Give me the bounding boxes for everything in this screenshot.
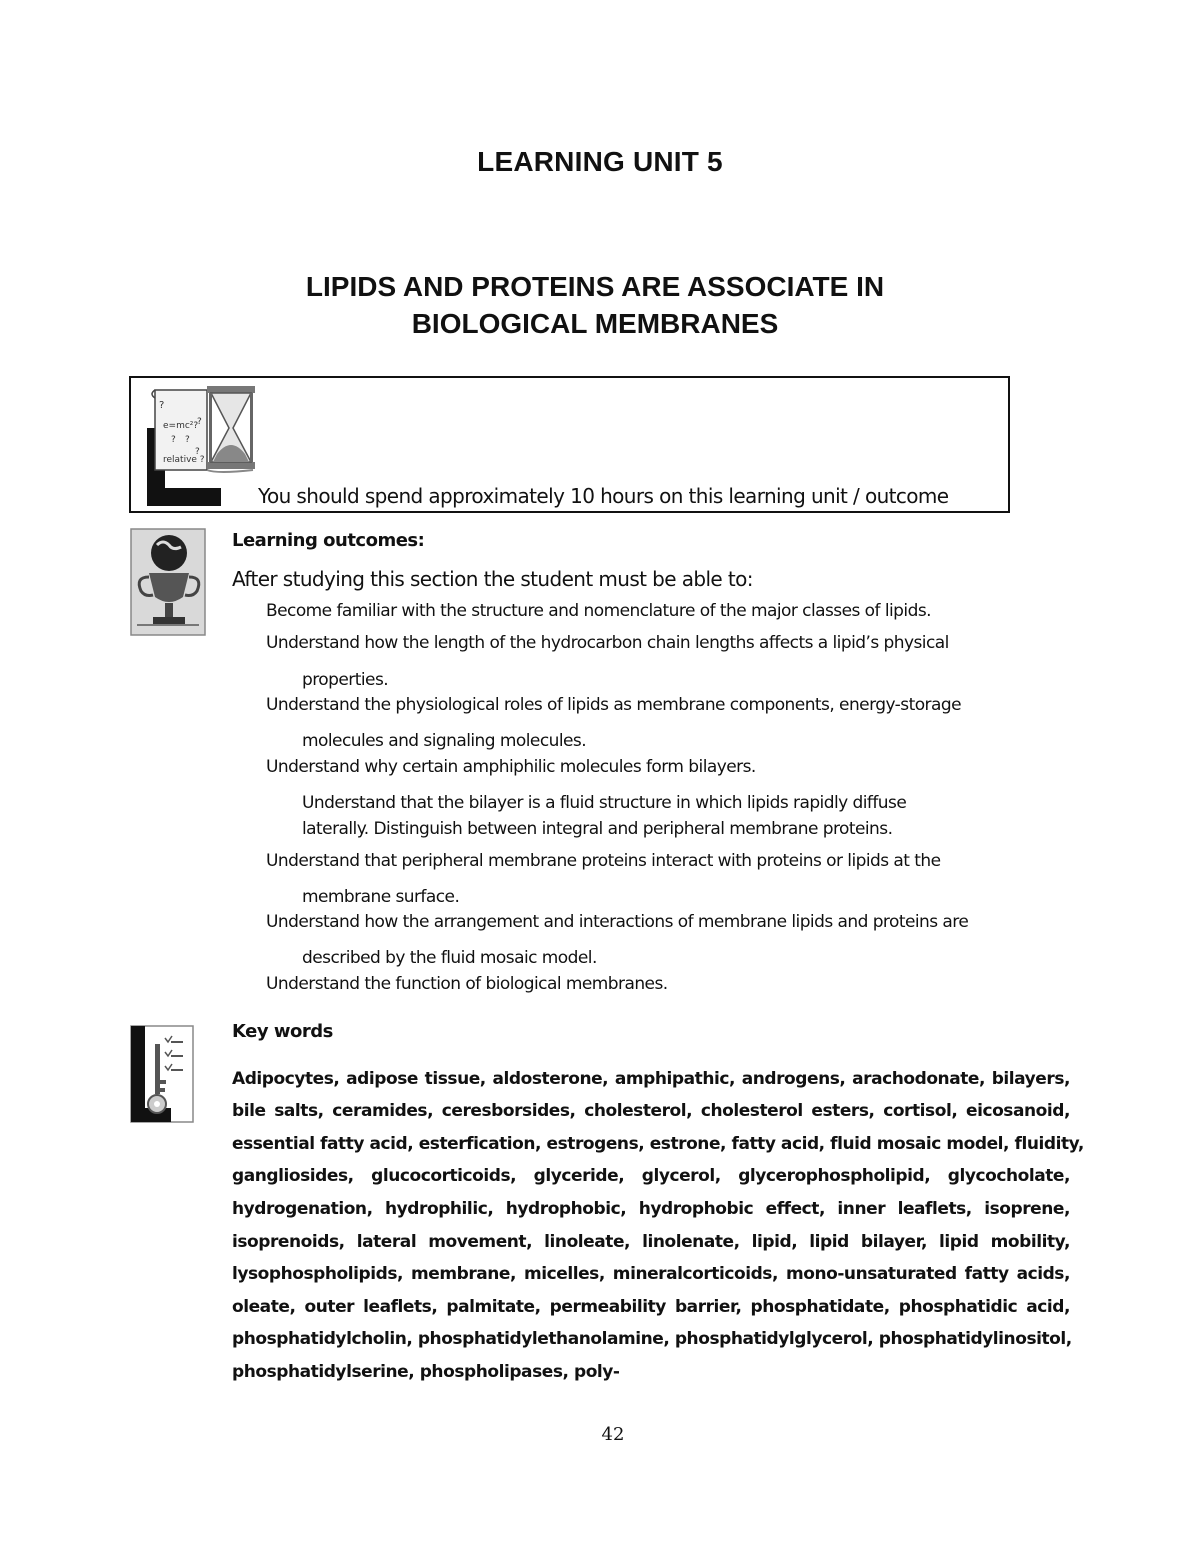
outcome-line: Understand how the arrangement and interactions of membrane lipids and proteins are: [266, 912, 969, 932]
outcome-line: properties.: [302, 670, 389, 690]
page-title: [0, 268, 1190, 342]
study-time-box: [129, 376, 1010, 513]
outcome-line: molecules and signaling molecules.: [302, 731, 587, 751]
scroll-mark-3: ?: [185, 435, 190, 445]
key-words-line: Adipocytes, adipose tissue, aldosterone, amphipathic, androgens, arachodonate, bilayers,: [232, 1069, 1070, 1089]
learning-outcomes-heading: Learning outcomes:: [232, 530, 425, 551]
key-words-line: oleate, outer leaflets, palmitate, permeability barrier, phosphatidate, phosphatidic acid,: [232, 1297, 1070, 1317]
key-words-line: hydrogenation, hydrophilic, hydrophobic, hydrophobic effect, inner leaflets, isoprene,: [232, 1199, 1070, 1219]
scroll-mark-4: ?: [197, 417, 202, 427]
outcome-line: Understand how the length of the hydrocarbon chain lengths affects a lipid’s physical: [266, 633, 949, 653]
page-number: 42: [601, 1424, 625, 1445]
outcome-line: Understand the physiological roles of lipids as membrane components, energy-storage: [266, 695, 961, 715]
key-words-line: essential fatty acid, esterfication, estrogens, estrone, fatty acid, fluid mosaic model, fluidity,: [232, 1134, 1084, 1154]
scroll-formula: e=mc²?: [163, 421, 199, 431]
study-time-text: You should spend approximately 10 hours on this learning unit / outcome: [258, 484, 949, 508]
key-words-line: bile salts, ceramides, ceresborsides, cholesterol, cholesterol esters, cortisol, eicosanoid,: [232, 1101, 1070, 1121]
learning-outcomes-intro: After studying this section the student must be able to:: [232, 567, 753, 591]
unit-title: LEARNING UNIT 5: [477, 146, 723, 177]
scroll-mark-2: ?: [171, 435, 176, 445]
key-words-line: isoprenoids, lateral movement, linoleate, linolenate, lipid, lipid bilayer, lipid mobility,: [232, 1232, 1070, 1252]
outcome-line: Understand the function of biological membranes.: [266, 974, 668, 994]
outcome-line: laterally. Distinguish between integral and peripheral membrane proteins.: [302, 819, 893, 839]
outcome-line: described by the fluid mosaic model.: [302, 948, 597, 968]
scroll-relative: relative ?: [163, 455, 205, 465]
key-words-line: gangliosides, glucocorticoids, glyceride, glycerol, glycerophospholipid, glycocholate,: [232, 1166, 1070, 1186]
key-words-line: lysophospholipids, membrane, micelles, mineralcorticoids, mono-unsaturated fatty acids,: [232, 1264, 1070, 1284]
outcome-line: membrane surface.: [302, 887, 460, 907]
trophy-globe-icon: [129, 527, 207, 642]
key-words-heading: Key words: [232, 1021, 333, 1042]
hourglass-scroll-icon: [145, 384, 265, 508]
key-words-line: phosphatidylcholin, phosphatidylethanolamine, phosphatidylglycerol, phosphatidylinositol,: [232, 1329, 1072, 1349]
outcome-line: Understand that peripheral membrane proteins interact with proteins or lipids at the: [266, 851, 941, 871]
key-words-line: phosphatidylserine, phospholipases, poly-: [232, 1362, 620, 1382]
page-title-line-2: BIOLOGICAL MEMBRANES: [411, 308, 779, 339]
outcome-line: Become familiar with the structure and nomenclature of the major classes of lipids.: [266, 601, 931, 621]
outcome-line: Understand why certain amphiphilic molecules form bilayers.: [266, 757, 756, 777]
scroll-mark-1: ?: [159, 400, 165, 411]
key-checklist-icon: [129, 1024, 195, 1129]
scroll-mark-5: ?: [195, 447, 200, 457]
page-title-line-1: LIPIDS AND PROTEINS ARE ASSOCIATE IN: [305, 271, 885, 302]
outcome-line: Understand that the bilayer is a fluid structure in which lipids rapidly diffuse: [302, 793, 907, 813]
